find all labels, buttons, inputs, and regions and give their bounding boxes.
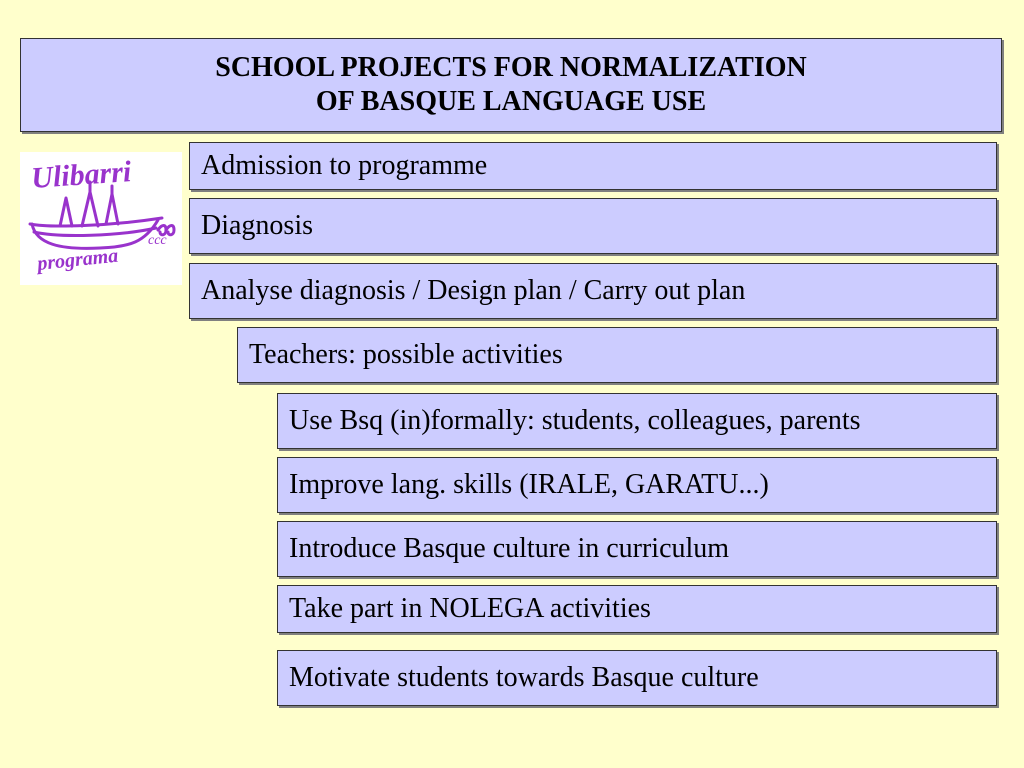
step-label: Teachers: possible activities <box>249 339 563 370</box>
activity-introduce-culture <box>277 521 997 577</box>
activity-use-basque <box>277 393 997 449</box>
activity-label: Motivate students towards Basque culture <box>289 662 759 693</box>
activity-label: Introduce Basque culture in curriculum <box>289 533 730 564</box>
logo-word-trail: ccc <box>148 233 167 248</box>
step-diagnosis <box>189 198 997 254</box>
activity-motivate-students <box>277 650 997 706</box>
ulibarri-logo <box>20 152 182 285</box>
activity-label: Use Bsq (in)formally: students, colleagues, parents <box>289 405 861 436</box>
step-teachers-activities <box>237 327 997 383</box>
step-admission <box>189 142 997 190</box>
step-label: Analyse diagnosis / Design plan / Carry out plan <box>201 275 746 306</box>
activity-nolega <box>277 585 997 633</box>
step-analyse-design-carry-out <box>189 263 997 319</box>
activity-improve-skills <box>277 457 997 513</box>
logo-word-bottom: programa <box>36 244 120 275</box>
title-line-2: OF BASQUE LANGUAGE USE <box>315 86 707 117</box>
activity-label: Improve lang. skills (IRALE, GARATU...) <box>289 469 769 500</box>
title-box <box>20 38 1002 132</box>
logo-word-top: Ulibarri <box>30 155 133 195</box>
activity-label: Take part in NOLEGA activities <box>289 593 651 624</box>
step-label: Diagnosis <box>201 210 313 241</box>
title-line-1: SCHOOL PROJECTS FOR NORMALIZATION <box>215 52 807 83</box>
step-label: Admission to programme <box>201 150 488 181</box>
